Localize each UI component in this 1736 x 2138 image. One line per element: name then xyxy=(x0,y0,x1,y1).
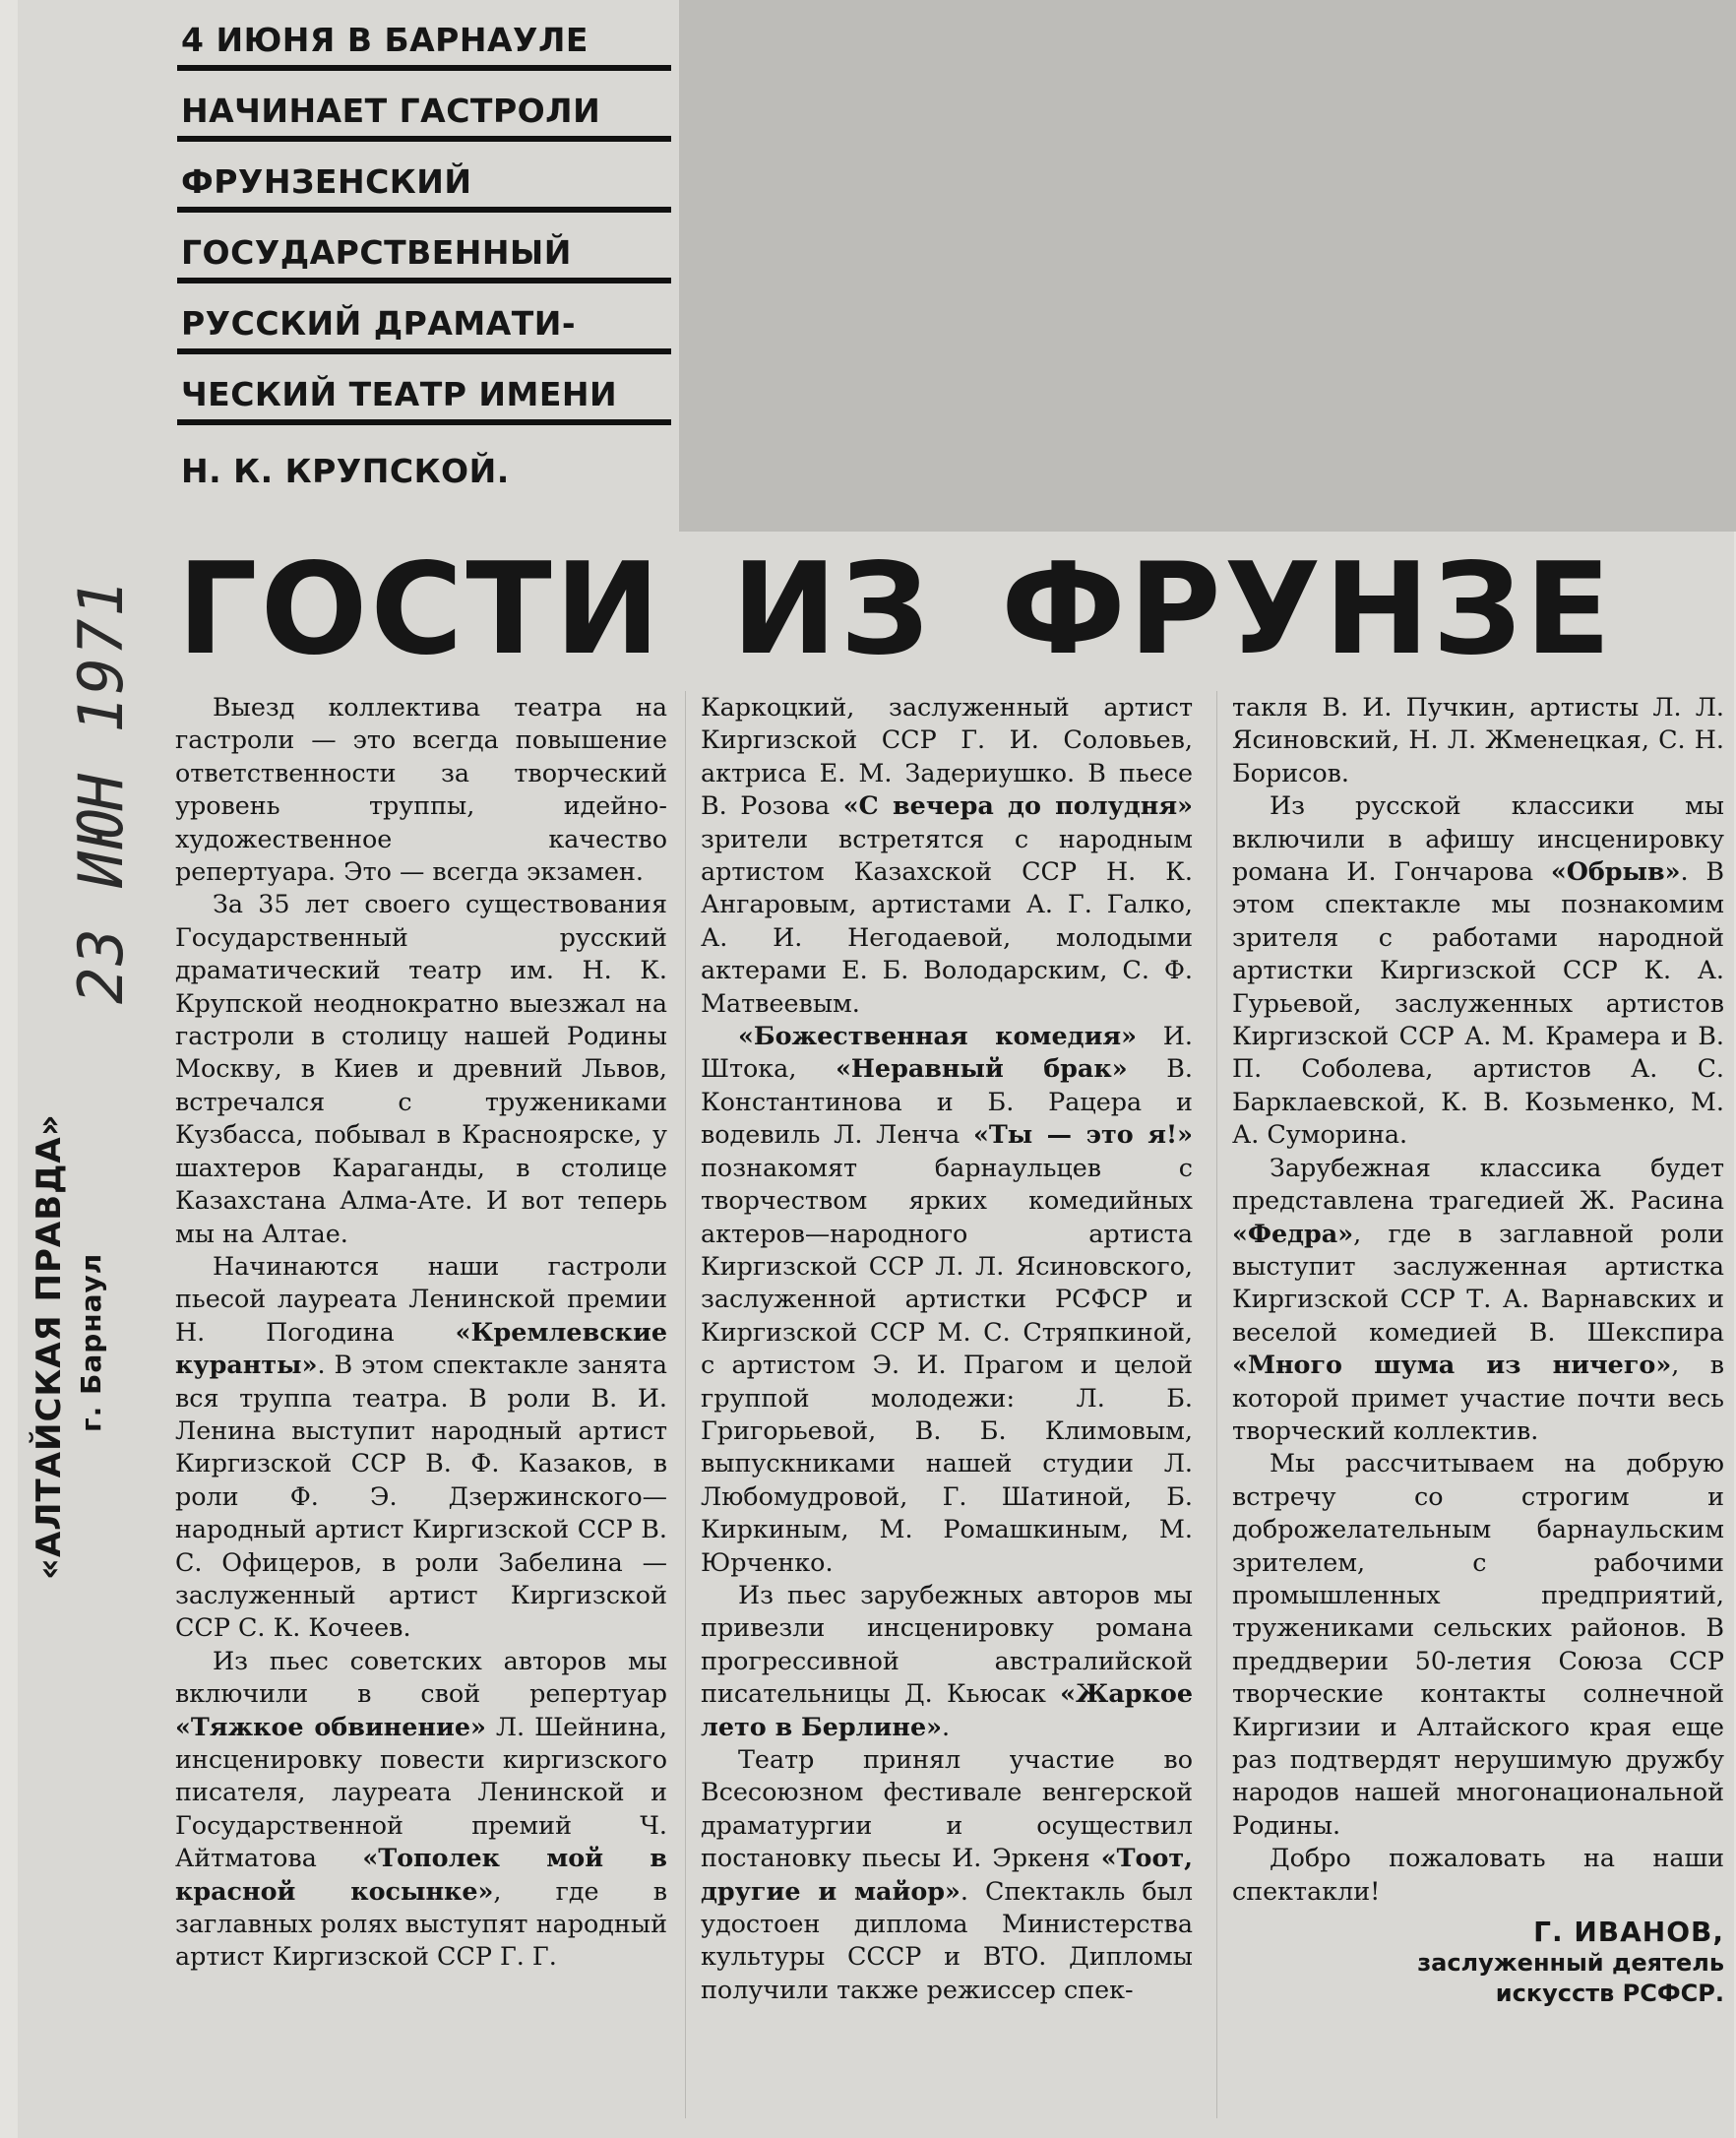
source-newspaper-name: «АЛТАЙСКАЯ ПРАВДА» xyxy=(30,1113,69,1580)
column-divider xyxy=(685,691,686,2118)
paragraph: Добро пожаловать на наши спектакли! xyxy=(1232,1843,1724,1906)
announcement-line-5: РУССКИЙ ДРАМАТИ- xyxy=(177,283,671,354)
play-title: «Неравный брак» xyxy=(836,1053,1128,1084)
play-title: «Тоот, другие и майор» xyxy=(701,1843,1193,1906)
article-headline: ГОСТИ ИЗ ФРУНЗЕ xyxy=(177,536,1614,683)
paragraph: Из пьес советских авторов мы включили в свой репертуар «Тяжкое обвинение» Л. Шейнина, инсценировку повести киргизского писателя, лауреата Ленинской и Государственной премий Ч. Айтматова «Тополек мой в красной косынке», где в заглавных ролях выступят народный артист Киргизской ССР Г. Г. xyxy=(175,1645,667,1972)
play-title: «Жаркое лето в Берлине» xyxy=(701,1678,1193,1741)
announcement-line-1: 4 ИЮНЯ В БАРНАУЛЕ xyxy=(177,0,671,71)
announcement-line-2: НАЧИНАЕТ ГАСТРОЛИ xyxy=(177,71,671,142)
announcement-line-6: ЧЕСКИЙ ТЕАТР ИМЕНИ xyxy=(177,354,671,425)
announcement-line-7: Н. К. КРУПСКОЙ. xyxy=(181,452,510,490)
play-title: «Федра» xyxy=(1232,1218,1354,1248)
play-title: «С вечера до полудня» xyxy=(842,790,1193,821)
paragraph: Зарубежная классика будет представлена трагедией Ж. Расина «Федра», где в заглавной роли выступит заслуженная артистка Киргизской ССР Т. А. Варнавских и веселой комедией В. Шекспира «Много шума из ничего», в которой примет участие почти весь творческий коллектив. xyxy=(1232,1152,1724,1445)
date-stamp-text: 23 ИЮН 1971 xyxy=(65,578,137,1004)
paragraph: Из пьес зарубежных авторов мы привезли инсценировку романа прогрессивной австралийской писательницы Д. Кьюсак «Жаркое лето в Берлине». xyxy=(701,1579,1193,1741)
paragraph: За 35 лет своего существования Государственный русский драматический театр им. Н. К. Крупской неоднократно выезжал на гастроли в столицу нашей Родины Москву, в Киев и древний Львов, встречался с тружениками Кузбасса, побывал в Красноярске, у шахтеров Караганды, в столице Казахстана Алма-Ате. И вот теперь мы на Алтае. xyxy=(175,889,667,1248)
play-title: «Много шума из ничего» xyxy=(1232,1350,1672,1380)
author-title-line-1: заслуженный деятель xyxy=(1417,1949,1724,1978)
paragraph: Мы рассчитываем на добрую встречу со строгим и доброжелательным барнаульским зрителем, с рабочими промышленных предприятий, тружениками сельских районов. В преддверии 50-летия Союза ССР творческие контакты солнечной Киргизии и Алтайского края еще раз подтвердят нерушимую дружбу народов нашей многонациональной Родины. xyxy=(1232,1448,1724,1840)
article-column-2 xyxy=(701,691,1193,2128)
paragraph: такля В. И. Пучкин, артисты Л. Л. Ясиновский, Н. Л. Жменецкая, С. Н. Борисов. xyxy=(1232,692,1724,787)
author-signature xyxy=(1232,1916,1724,2009)
date-stamp xyxy=(65,561,154,1004)
article-column-3 xyxy=(1232,691,1724,2128)
author-name: Г. ИВАНОВ, xyxy=(1533,1916,1724,1949)
announcement-line-3: ФРУНЗЕНСКИЙ xyxy=(177,142,671,213)
paragraph: Театр принял участие во Всесоюзном фестивале венгерской драматургии и осуществил постановку пьесы И. Эркеня «Тоот, другие и майор». Спектакль был удостоен диплома Министерства культуры СССР и ВТО. Дипломы получили также режиссер спек- xyxy=(701,1744,1193,2004)
paragraph: Начинаются наши гастроли пьесой лауреата Ленинской премии Н. Погодина «Кремлевские куранты». В этом спектакле занята вся труппа театра. В роли В. И. Ленина выступит народный артист Киргизской ССР В. Ф. Казаков, в роли Ф. Э. Дзержинского—народный артист Киргизской ССР В. С. Офицеров, в роли Забелина — заслуженный артист Киргизской ССР С. К. Кочеев. xyxy=(175,1250,667,1643)
blank-paper-area xyxy=(679,0,1736,532)
column-divider xyxy=(1216,691,1217,2118)
article-column-1 xyxy=(175,691,667,2128)
announcement-box xyxy=(177,0,671,502)
play-title: «Тяжкое обвинение» xyxy=(175,1711,486,1741)
source-city: г. Барнаул xyxy=(75,1252,107,1432)
play-title: «Кремлевские куранты» xyxy=(175,1316,667,1380)
paragraph: Каркоцкий, заслуженный артист Киргизской ССР Г. И. Соловьев, актриса Е. М. Задериушко. В пьесе В. Розова «С вечера до полудня» зрители встретятся с народным артистом Казахской ССР Н. К. Ангаровым, артистами А. Г. Галко, А. И. Негодаевой, молодыми актерами Е. Б. Володарским, С. Ф. Матвеевым. xyxy=(701,692,1193,1018)
source-annotation xyxy=(30,1068,118,1580)
announcement-line-4: ГОСУДАРСТВЕННЫЙ xyxy=(177,213,671,283)
paragraph: «Божественная комедия» И. Штока, «Неравный брак» В. Константинова и Б. Рацера и водевиль Л. Ленча «Ты — это я!» познакомят барнаульцев с творчеством ярких комедийных актеров—народного артиста Киргизской ССР Л. Л. Ясиновского, заслуженной артистки РСФСР и Киргизской ССР М. С. Стряпкиной, с артистом Э. И. Прагом и целой группой молодежи: Л. Б. Григорьевой, В. Б. Климовым, выпускниками нашей студии Л. Любомудровой, Г. Шатиной, Б. Киркиным, М. Ромашкиным, М. Юрченко. xyxy=(701,1021,1193,1577)
paragraph: Выезд коллектива театра на гастроли — это всегда повышение ответственности за творческий уровень труппы, идейно-художественное качество репертуара. Это — всегда экзамен. xyxy=(175,692,667,887)
play-title: «Тополек мой в красной косынке» xyxy=(175,1843,667,1906)
play-title: «Обрыв» xyxy=(1550,856,1681,887)
play-title: «Ты — это я!» xyxy=(972,1119,1193,1150)
paragraph: Из русской классики мы включили в афишу инсценировку романа И. Гончарова «Обрыв». В этом спектакле мы познакомим зрителя с работами народной артистки Киргизской ССР К. А. Гурьевой, заслуженных артистов Киргизской ССР А. М. Крамера и В. П. Соболева, артистов А. С. Барклаевской, К. В. Козьменко, М. А. Суморина. xyxy=(1232,790,1724,1150)
play-title: «Божественная комедия» xyxy=(738,1021,1138,1051)
author-title-line-2: искусств РСФСР. xyxy=(1495,1980,1724,2008)
